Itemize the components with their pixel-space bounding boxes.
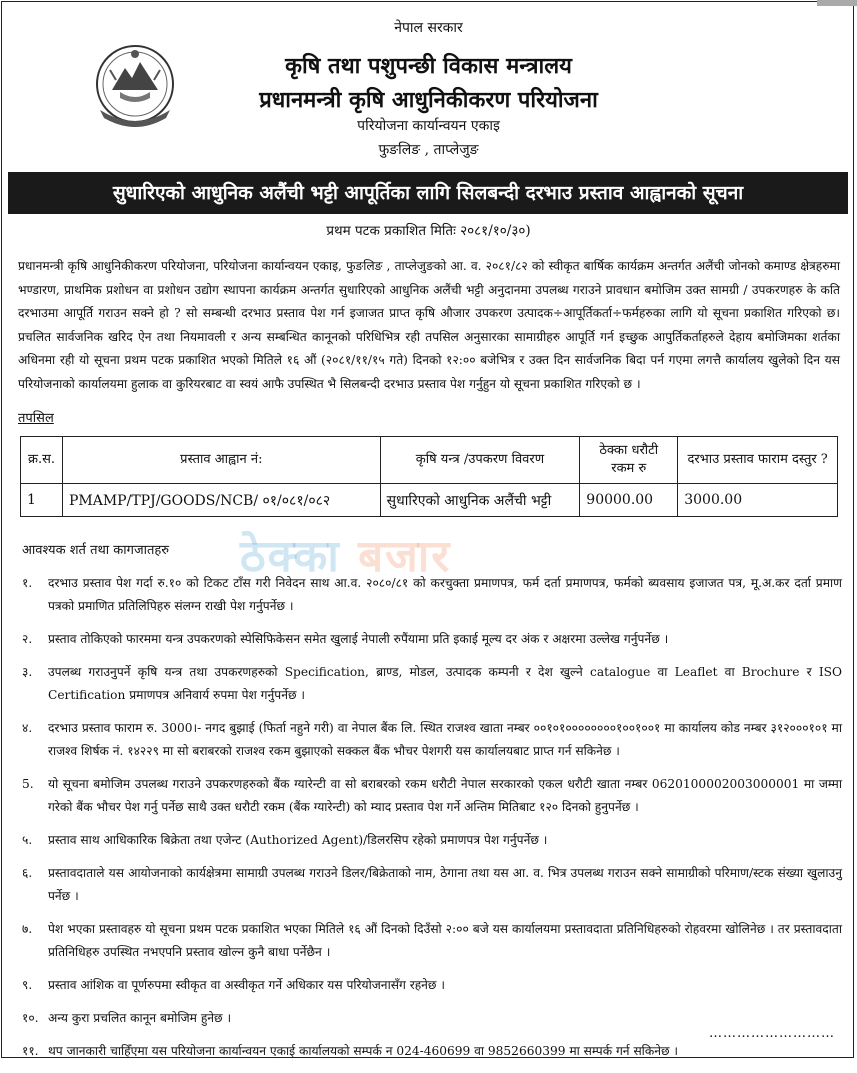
item-number: ५. xyxy=(22,833,33,847)
table-cell: सुधारिएको आधुनिक अलैंची भट्टी xyxy=(380,484,580,517)
unit-label: परियोजना कार्यान्वयन एकाइ xyxy=(357,118,500,134)
list-item xyxy=(22,862,842,908)
notice-title-banner: सुधारिएको आधुनिक अलैंची भट्टी आपूर्तिका लागि सिलबन्दी दरभाउ प्रस्ताव आह्वानको सूचना xyxy=(8,172,848,214)
item-text: दरभाउ प्रस्ताव फाराम रु. 3000।- नगद बुझाई (फिर्ता नहुने गरी) वा नेपाल बैंक लि. स्थित राजश्व खाता नम्बर ००१०१००००००००१००१००१ मा कार्यालय कोड नम्बर ३१२०००१०१ मा राजश्व शिर्षक नं. १४२२९ मा सो बराबरको राजश्व रकम बुझाएको सक्कल बैंक भौचर पेशगरी यस कार्यालयबाट प्राप्त गर्न सकिनेछ । xyxy=(48,721,842,758)
list-item xyxy=(22,829,842,852)
item-number: ३. xyxy=(22,665,33,679)
item-text: प्रस्ताव आंशिक वा पूर्णरुपमा स्वीकृत वा अस्वीकृत गर्ने अधिकार यस परियोजनासँग रहनेछ । xyxy=(48,978,445,992)
intro-paragraph: प्रधानमन्त्री कृषि आधुनिकीकरण परियोजना, परियोजना कार्यान्वयन एकाइ, फुङलिङ , ताप्लेजुङको आ. व. २०८१/८२ को स्वीकृत बार्षिक कार्यक्रम अन्तर्गत अलैंची जोनको कमाण्ड क्षेत्रहरुमा भण्डारण, प्राथमिक प्रशोधन वा प्रशोधन उद्योग स्थापना कार्यक्रम अन्तर्गत सुधारिएको आधुनिक अलैंची भट्टी अनुदानमा उपलब्ध गराउने प्रावधान बमोजिम उक्त सामग्री / उपकरणहरु के कति दरभाउमा आपूर्ति गराउन सक्ने हो ? सो सम्बन्धी दरभाउ प्रस्ताव पेश गर्न इजाजत प्राप्त कृषि औजार उपकरण उत्पादक÷आपूर्तिकर्ता÷फर्महरुका लागि यो सूचना प्रकाशित गरिएको छ। प्रचलित सार्वजनिक खरिद ऐन तथा नियमावली र अन्य सम्बन्धित कानूनको परिधिभित्र रही तपसिल अनुसारका सामाग्रीहरु आपूर्ति गर्न इच्छुक आपुर्तिकर्ताहरुले देहाय बमोजिमका शर्तका अधिनमा रही यो सूचना प्रथम पटक प्रकाशित भएको मितिले १६ औं (२०८१/११/१५ गते) दिनको १२:०० बजेभित्र र उक्त दिन सार्वजनिक बिदा पर्न गएमा लगत्तै कार्यालय खुलेको दिन यस परियोजनाको कार्यालयमा हुलाक वा कुरियरबाट वा स्वयं आफै उपस्थित भै सिलबन्दी दरभाउ प्रस्ताव पेश गर्नुहुन यो सूचना प्रकाशित गरिएको छ । xyxy=(18,259,840,391)
item-text: प्रस्ताव तोकिएको फारममा यन्त्र उपकरणको स्पेसिफिकेसन समेत खुलाई नेपाली रुपैंयामा प्रति इकाई मूल्य दर अंक र अक्षरमा उल्लेख गर्नुपर्नेछ । xyxy=(48,632,669,646)
bid-table xyxy=(20,436,838,517)
item-number: ९. xyxy=(22,978,33,992)
watermark-part1: ठेक्का xyxy=(240,531,341,582)
list-item xyxy=(22,661,842,707)
table-row xyxy=(21,484,838,517)
item-text: प्रस्तावदाताले यस आयोजनाको कार्यक्षेत्रमा सामाग्री उपलब्ध गराउने डिलर/बिक्रेताको नाम, ठेगाना तथा यस आ. व. भित्र उपलब्ध गराउन सक्ने सामाग्रीको परिमाण/स्टक संख्या खुलाउनु पर्नेछ । xyxy=(48,866,842,903)
item-number: ६. xyxy=(22,866,33,880)
signature-line: ……………………… xyxy=(709,1026,835,1041)
conditions-list xyxy=(22,572,842,1073)
list-item xyxy=(22,628,842,651)
item-text: पेश भएका प्रस्तावहरु यो सूचना प्रथम पटक प्रकाशित भएका मितिले १६ औं दिनको दिउँसो २:०० बजे यस कार्यालयमा प्रस्तावदाता प्रतिनिधिहरुको रोहवरमा खोलिनेछ । तर प्रस्तावदाता प्रतिनिधिहरु उपस्थित नभएपनि प्रस्ताव खोल्न कुनै बाधा पर्नेछैन । xyxy=(48,922,842,959)
item-text: प्रस्ताव साथ आधिकारिक बिक्रेता तथा एजेन्ट (Authorized Agent)/डिलरसिप रहेको प्रमाणपत्र पेश गर्नुपर्नेछ । xyxy=(48,833,548,847)
ministry-title: कृषि तथा पशुपन्छी विकास मन्त्रालय xyxy=(285,53,572,79)
item-number: २. xyxy=(22,632,33,646)
list-item xyxy=(22,717,842,763)
table-cell: 90000.00 xyxy=(580,484,678,517)
published-date: प्रथम पटक प्रकाशित मितिः २०८१/१०/३०) xyxy=(326,223,531,239)
corner-mark xyxy=(817,0,857,6)
item-text: अन्य कुरा प्रचलित कानून बमोजिम हुनेछ । xyxy=(48,1011,232,1025)
list-item xyxy=(22,974,842,997)
item-text: यो सूचना बमोजिम उपलब्ध गराउने उपकरणहरुको बैंक ग्यारेन्टी वा सो बराबरको रकम धरौटी नेपाल सरकारको एकल धरौटी खाता नम्बर 0620100002003000001 मा जम्मा गरेको बैंक भौचर पेश गर्नु पर्नेछ साथै उक्त धरौटी रकम (बैंक ग्यारेन्टी) को म्याद प्रस्ताव पेश गर्ने अन्तिम मितिबाट १२० दिनको हुनुपर्नेछ । xyxy=(48,777,842,814)
list-item xyxy=(22,773,842,819)
item-number: १०. xyxy=(22,1011,39,1025)
table-header: ठेक्का धरौटी रकम रु xyxy=(580,437,678,484)
item-number: ११. xyxy=(22,1044,39,1058)
list-item xyxy=(22,572,842,618)
government-label: नेपाल सरकार xyxy=(394,20,463,36)
table-cell: 1 xyxy=(21,484,63,517)
list-item xyxy=(22,918,842,964)
table-header-row xyxy=(21,437,838,484)
item-number: ७. xyxy=(22,922,33,936)
table-cell: PMAMP/TPJ/GOODS/NCB/ ०१/०८१/०८२ xyxy=(62,484,380,517)
table-header: दरभाउ प्रस्ताव फाराम दस्तुर ? xyxy=(678,437,838,484)
item-number: ४. xyxy=(22,721,33,735)
item-number: १. xyxy=(22,576,33,590)
table-header: प्रस्ताव आह्वान नं: xyxy=(62,437,380,484)
table-cell: 3000.00 xyxy=(678,484,838,517)
item-text: उपलब्ध गराउनुपर्ने कृषि यन्त्र तथा उपकरणहरुको Specification, ब्राण्ड, मोडल, उत्पादक कम्पनी र देश खुल्ने catalogue वा Leaflet वा Brochure र ISO Certification प्रमाणपत्र अनिवार्य रुपमा पेश गर्नुपर्नेछ । xyxy=(48,665,842,702)
table-header: क्र.स. xyxy=(21,437,63,484)
tapsil-label: तपसिल xyxy=(18,411,54,426)
location-label: फुङलिङ , ताप्लेजुङ xyxy=(378,142,479,158)
project-title: प्रधानमन्त्री कृषि आधुनिकीकरण परियोजना xyxy=(259,87,598,113)
table-header: कृषि यन्त्र /उपकरण विवरण xyxy=(380,437,580,484)
item-text: दरभाउ प्रस्ताव पेश गर्दा रु.१० को टिकट टाँस गरी निवेदन साथ आ.व. २०८०/८१ को करचुक्ता प्रमाणपत्र, फर्म दर्ता प्रमाणपत्र, फर्मको ब्यवसाय इजाजत पत्र, मू.अ.कर दर्ता प्रमाण पत्रको प्रमाणित प्रतिलिपिहरु संलग्न राखी पेश गर्नुपर्नेछ । xyxy=(48,576,842,613)
watermark-part2: बजार xyxy=(358,531,452,582)
conditions-title: आवश्यक शर्त तथा कागजातहरु xyxy=(22,543,170,558)
item-number: 5. xyxy=(22,777,34,791)
item-text: थप जानकारी चाहिँएमा यस परियोजना कार्यान्वयन एकाई कार्यालयको सम्पर्क न 024-460699 वा 9852660399 मा सम्पर्क गर्न सकिनेछ । xyxy=(48,1044,678,1058)
